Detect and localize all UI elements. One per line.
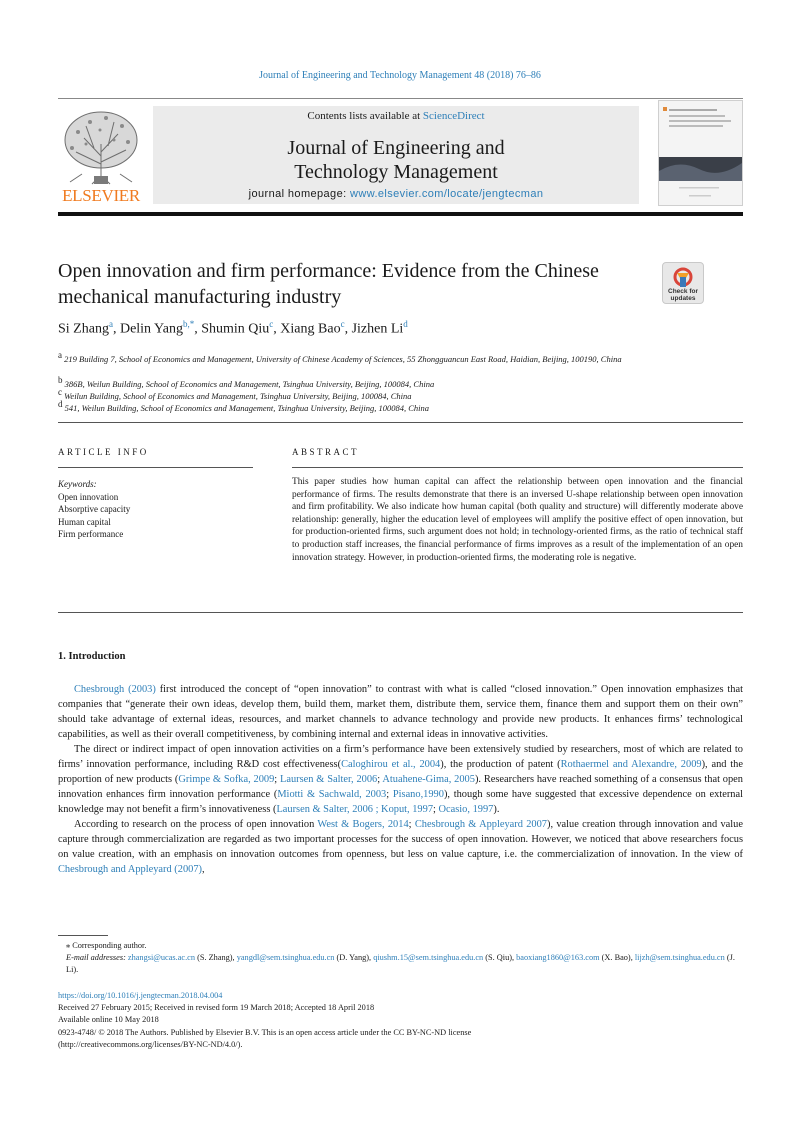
affiliation-marker: c [58,387,62,397]
affiliation-marker: b [58,375,63,385]
email-owner: (S. Qiu), [483,953,517,962]
author-name: Xiang Bao [280,321,341,337]
introduction-body [58,682,743,877]
affiliation-a [58,349,698,365]
body-text: ), though some have suggested that excessive dependence on external knowledge may not benefit a firm’s innovativeness ( [58,789,743,815]
sciencedirect-link[interactable]: ScienceDirect [422,110,485,122]
abstract-heading: ABSTRACT [292,447,360,457]
author-name: Delin Yang [119,321,183,337]
email-addresses [58,952,743,976]
citation-link[interactable]: Rothaermel and Alexandre, 2009 [560,759,702,770]
journal-cover-thumbnail[interactable] [658,100,743,206]
body-text: According to research on the process of open innovation [74,819,318,830]
email-link[interactable]: zhangsi@ucas.ac.cn [127,953,195,962]
journal-reference[interactable]: Journal of Engineering and Technology Management 48 (2018) 76–86 [259,70,541,81]
citation-link[interactable]: Atuahene-Gima, 2005 [382,774,475,785]
article-info-divider [58,422,743,423]
citation-link[interactable]: Laursen & Salter, 2006 ; Koput, 1997 [276,804,434,815]
article-info-underline [58,467,253,468]
affiliation-d [58,398,698,414]
cover-art [659,101,742,205]
affiliation-text: Weilun Building, School of Economics and Management, Tsinghua University, Beijing, 100084, China [64,390,412,401]
author-name: Jizhen Li [351,321,404,337]
doi-link[interactable]: https://doi.org/10.1016/j.jengtecman.2018.04.004 [58,991,223,1000]
contents-line [153,110,639,122]
affiliation-text: 541, Weilun Building, School of Economics and Management, Tsinghua University, Beijing, 100084, China [64,402,430,413]
author-name: Shumin Qiu [201,321,270,337]
author-separator: , [344,321,352,337]
body-text: ), the production of patent ( [440,759,561,770]
article-title: Open innovation and firm performance: Evidence from the Chinese mechanical manufacturing industry [58,260,599,308]
body-text: The direct or indirect impact of open innovation activities on a firm’s performance have been extensively studied by researchers, most of which are related to firms’ innovation performance, including R&D cost effectiveness( [58,744,743,770]
elsevier-wordmark: ELSEVIER [62,186,140,205]
citation-link[interactable]: West & Bogers, 2014 [317,819,409,830]
section-heading-introduction: 1. Introduction [58,651,126,662]
citation-link[interactable]: Miotti & Sachwald, 2003 [277,789,387,800]
body-paragraph [58,742,743,817]
citation-link[interactable]: Ocasio, 1997 [438,804,494,815]
email-label: E-mail addresses: [66,953,128,962]
body-text: ), value creation through innovation and value capture through commercialization are regarded as two important processes for the success of open innovation. However, we noticed that above researchers focus on value creation, with an emphasis on innovation outcomes from openness, but less on value capture, i.e. the commercialization of innovation. In the view of [58,819,743,860]
author-affiliation-marker[interactable]: d [403,319,408,329]
author-list [58,319,408,338]
email-link[interactable]: baoxiang1860@163.com [516,953,600,962]
body-text: first introduced the concept of “open innovation” to contrast with what is called “closed innovation.” Open innovation emphasizes that companies that “generate their own ideas, develop them, build them, market them, distribute them, service them, finance them and support them on their own” should take advantage of external ideas, resources, and market channels to advance technology and provide new products. It enhances firms’ technological capabilities, as well as their overall competitiveness, by combining internal and external ideas in innovative activities. [58,684,743,740]
citation-link[interactable]: Chesbrough & Appleyard 2007 [414,819,548,830]
body-text: ; [433,804,439,815]
check-for-updates-badge[interactable] [662,262,704,304]
journal-title-line-1: Journal of Engineering and [287,137,505,159]
homepage-link[interactable]: www.elsevier.com/locate/jengtecman [350,188,544,200]
journal-title [153,136,639,184]
journal-homepage [153,188,639,200]
homepage-prefix: journal homepage: [248,188,351,200]
footnote-divider [58,935,108,936]
article-info-heading: ARTICLE INFO [58,447,149,457]
citation-link[interactable]: Caloghirou et al., 2004 [341,759,441,770]
email-owner: (D. Yang), [334,953,374,962]
header-thick-divider [58,212,743,216]
abstract-text: This paper studies how human capital can affect the relationship between open innovation and the financial performance of firms. The results demonstrate that there is an inversed U-shape relationship between open innovation and firm profitability. We also indicate how human capital (both quality and structure) will differently moderate above relationship: generally, higher the education level of employees will amplify the positive effect of open innovation, but for production-oriented firms, such argument does not hold; in technology-oriented firms, as the ratio of technical staff to production staff increases, the financial performance of firms improves as a result of the implementation of an open innovation strategy. However, in production-oriented firms, the moderating role is negative. [292,477,743,563]
author-affiliation-marker[interactable]: b,* [182,319,195,329]
author-separator: , [194,321,202,337]
author-name: Si Zhang [58,321,109,337]
affiliation-text: 219 Building 7, School of Economics and Management, University of Chinese Academy of Sciences, 55 Zhongguancun East Road, Haidian, Beijing, 100190, China [64,353,622,364]
author-affiliation-marker[interactable]: a [108,319,113,329]
keyword: Open innovation [58,491,119,502]
abstract-end-divider [58,612,743,613]
crossmark-label: Check for updates [668,288,698,302]
abstract-underline [292,467,743,468]
author-separator: , [273,321,281,337]
email-owner: (S. Zhang), [195,953,237,962]
email-link[interactable]: yangdl@sem.tsinghua.edu.cn [236,953,335,962]
body-paragraph [58,817,743,877]
online-date: Available online 10 May 2018 [58,1015,159,1025]
affiliation-marker: a [58,350,62,360]
publication-info [58,990,743,1051]
citation-link[interactable]: Grimpe & Sofka, 2009 [178,774,275,785]
keyword: Absorptive capacity [58,504,131,514]
email-owner: (J. Li). [66,953,735,974]
keywords-block [58,478,253,541]
body-text: ; [274,774,281,785]
footnotes [58,940,743,976]
top-divider [58,98,743,99]
body-text: ; [377,774,383,785]
body-paragraph [58,682,743,742]
body-text: , [202,864,205,875]
copyright-line: 0923-4748/ © 2018 The Authors. Published by Elsevier B.V. This is an open access article under the CC BY-NC-ND license [58,1027,472,1037]
corresponding-author-note: ⁎ Corresponding author. [66,941,147,950]
citation-link[interactable]: Pisano,1990 [392,789,444,800]
affiliation-marker: d [58,399,63,409]
email-owner: (X. Bao), [599,953,635,962]
keywords-label: Keywords: [58,479,97,489]
citation-link[interactable]: Laursen & Salter, 2006 [280,774,378,785]
journal-title-line-2: Technology Management [294,161,498,183]
body-text: ; [408,819,415,830]
license-url[interactable]: (http://creativecommons.org/licenses/BY-NC-ND/4.0/). [58,1039,243,1049]
body-text: ), and the proportion of new products ( [58,759,743,785]
body-text: ). [493,804,500,815]
contents-prefix: Contents lists available at [307,110,423,122]
email-link[interactable]: lijzh@sem.tsinghua.edu.cn [634,953,725,962]
email-link[interactable]: qiushm.15@sem.tsinghua.edu.cn [373,953,484,962]
author-separator: , [112,321,120,337]
body-text: ). Researchers have reached something of a consensus that open innovation enhances firm innovation performance ( [58,774,743,800]
keyword: Human capital [58,516,111,527]
author-affiliation-marker[interactable]: c [340,319,345,329]
author-affiliation-marker[interactable]: c [269,319,274,329]
keyword: Firm performance [58,529,124,539]
received-dates: Received 27 February 2015; Received in revised form 19 March 2018; Accepted 18 April 2018 [58,1003,375,1013]
citation-link[interactable]: Chesbrough (2003) [74,684,156,695]
body-text: ; [386,789,393,800]
citation-link[interactable]: Chesbrough and Appleyard (2007) [58,864,202,875]
affiliation-text: 386B, Weilun Building, School of Economics and Management, Tsinghua University, Beijing, 100084, China [64,378,435,389]
